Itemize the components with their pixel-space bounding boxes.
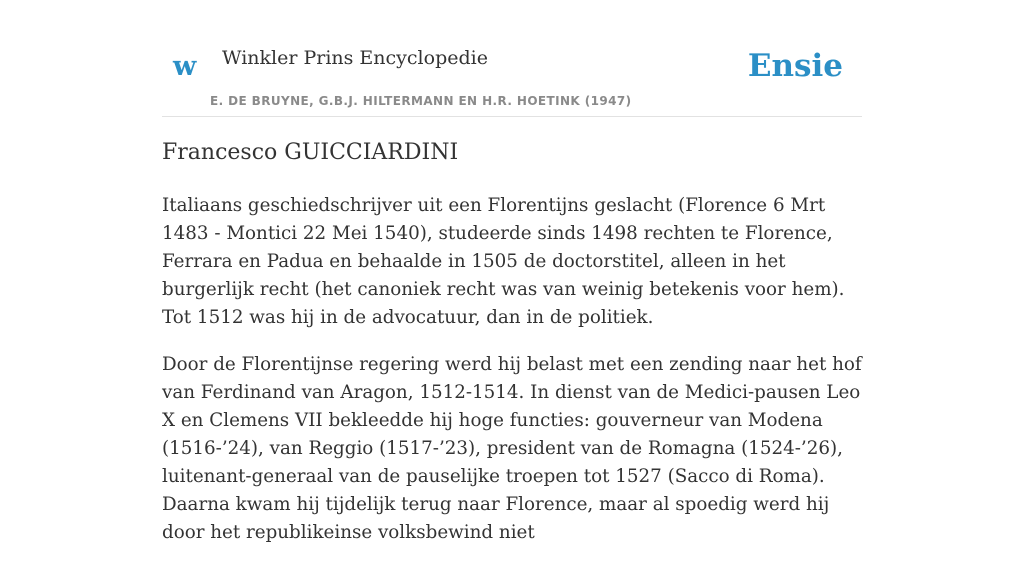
site-header <box>162 0 862 117</box>
article-paragraph: Italiaans geschiedschrijver uit een Florentijns geslacht (Florence 6 Mrt 1483 - Montici 22 Mei 1540), studeerde sinds 1498 rechten te Florence, Ferrara en Padua en behaalde in 1505 de doctorstitel, alleen in het burgerlijk recht (het canoniek recht was van weinig betekenis voor hem). Tot 1512 was hij in de advocatuur, dan in de politiek. <box>162 195 845 328</box>
winkler-prins-logo-icon[interactable]: w <box>173 51 197 82</box>
publication-authors: E. DE BRUYNE, G.B.J. HILTERMANN EN H.R. HOETINK (1947) <box>210 94 632 108</box>
article-paragraph: Door de Florentijnse regering werd hij belast met een zending naar het hof van Ferdinand van Aragon, 1512-1514. In dienst van de Medici-pausen Leo X en Clemens VII bekleedde hij hoge functies: gouverneur van Modena (1516-’24), van Reggio (1517-’23), president van de Romagna (1524-’26), luitenant-generaal van de pauselijke troepen tot 1527 (Sacco di Roma). Daarna kwam hij tijdelijk terug naar Florence, maar al spoedig werd hij door het republikeinse volksbewind niet <box>162 354 862 543</box>
article-body <box>162 192 862 566</box>
ensie-logo[interactable]: Ensie <box>747 48 843 84</box>
article-title: Francesco GUICCIARDINI <box>162 140 459 165</box>
publication-title[interactable]: Winkler Prins Encyclopedie <box>222 47 488 69</box>
